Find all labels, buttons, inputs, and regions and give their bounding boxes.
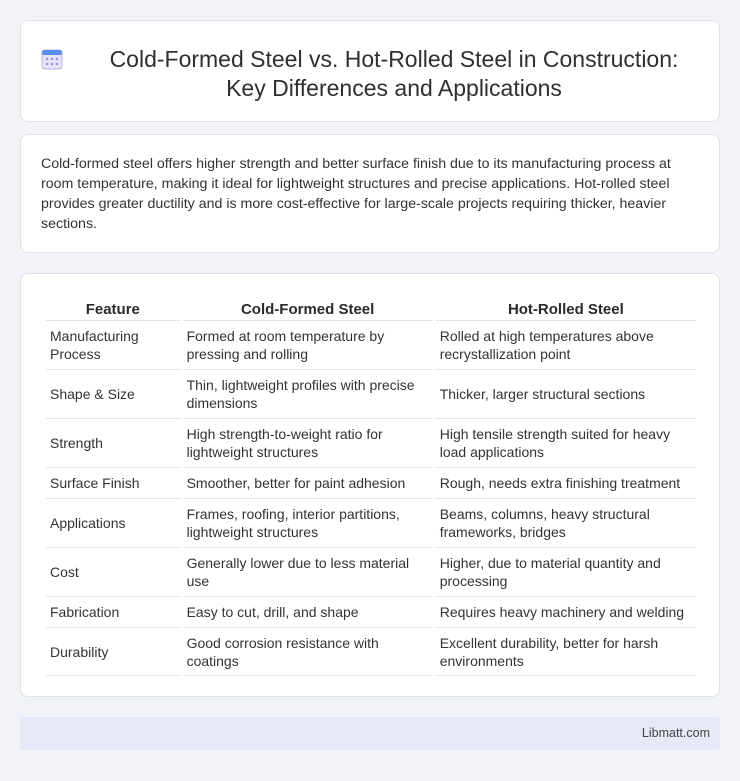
table-row: [46, 320, 696, 369]
table-row: [46, 369, 696, 418]
hot-rolled-cell: Thicker, larger structural sections: [436, 369, 696, 418]
comparison-table: [43, 296, 699, 676]
table-row: [46, 547, 696, 596]
header-feature: Feature: [85, 300, 140, 318]
hot-rolled-cell: High tensile strength suited for heavy load applications: [436, 418, 696, 467]
cold-formed-cell: Easy to cut, drill, and shape: [183, 596, 433, 627]
feature-cell: Durability: [46, 627, 180, 676]
table-row: [46, 467, 696, 498]
hot-rolled-cell: Beams, columns, heavy structural frameworks, bridges: [436, 498, 696, 547]
cold-formed-cell: Frames, roofing, interior partitions, lightweight structures: [183, 498, 433, 547]
hot-rolled-cell: Requires heavy machinery and welding: [436, 596, 696, 627]
feature-cell: Cost: [46, 547, 180, 596]
table-row: [46, 627, 696, 676]
feature-cell: Shape & Size: [46, 369, 180, 418]
summary-text: Cold-formed steel offers higher strength and better surface finish due to its manufacturing process at room temperature, making it ideal for lightweight structures and precise applications. Hot-rolled steel provides greater ductility and is more cost-effective for large-scale projects requiring thicker, heavier sections.: [41, 156, 671, 232]
page-title: Cold-Formed Steel vs. Hot-Rolled Steel in Construction: Key Differences and Applications: [109, 46, 679, 101]
cold-formed-cell: Smoother, better for paint adhesion: [183, 467, 433, 498]
title-card: [20, 20, 720, 122]
table-row: [46, 498, 696, 547]
feature-cell: Manufacturing Process: [46, 320, 180, 369]
header-hot-rolled: Hot-Rolled Steel: [507, 300, 624, 318]
cold-formed-cell: Formed at room temperature by pressing and rolling: [183, 320, 433, 369]
feature-cell: Fabrication: [46, 596, 180, 627]
table-row: [46, 596, 696, 627]
cold-formed-cell: Thin, lightweight profiles with precise dimensions: [183, 369, 433, 418]
comparison-card: [20, 273, 720, 697]
feature-cell: Surface Finish: [46, 467, 180, 498]
cold-formed-cell: Generally lower due to less material use: [183, 547, 433, 596]
feature-cell: Strength: [46, 418, 180, 467]
footer: [20, 717, 720, 750]
hot-rolled-cell: Higher, due to material quantity and processing: [436, 547, 696, 596]
calendar-icon: [41, 48, 63, 70]
hot-rolled-cell: Rough, needs extra finishing treatment: [436, 467, 696, 498]
cold-formed-cell: High strength-to-weight ratio for lightweight structures: [183, 418, 433, 467]
cold-formed-cell: Good corrosion resistance with coatings: [183, 627, 433, 676]
header-cold-formed: Cold-Formed Steel: [240, 300, 375, 318]
table-header-row: [46, 296, 696, 320]
summary-card: [20, 134, 720, 253]
footer-site-link[interactable]: Libmatt.com: [641, 726, 710, 740]
hot-rolled-cell: Rolled at high temperatures above recrystallization point: [436, 320, 696, 369]
hot-rolled-cell: Excellent durability, better for harsh environments: [436, 627, 696, 676]
feature-cell: Applications: [46, 498, 180, 547]
table-row: [46, 418, 696, 467]
